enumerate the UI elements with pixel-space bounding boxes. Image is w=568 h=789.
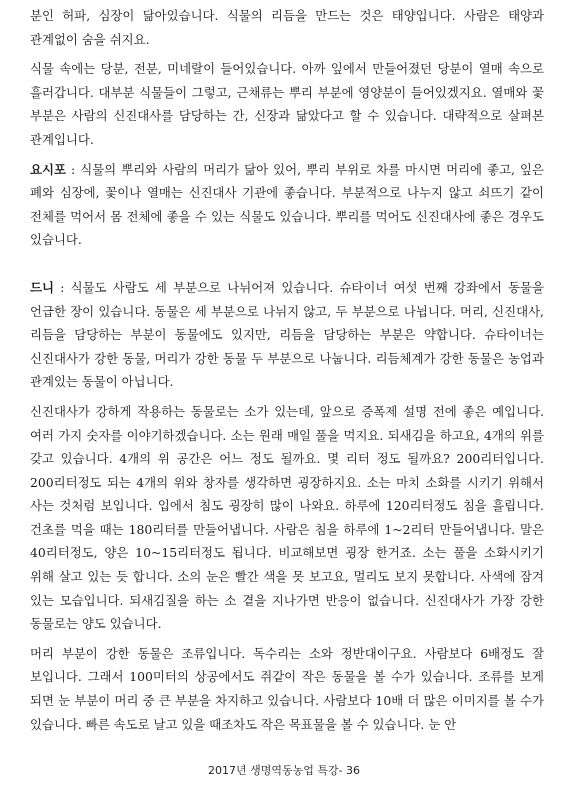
paragraph-4: [30, 276, 544, 394]
paragraph-1: [30, 4, 544, 51]
paragraph-text: 식물 속에는 당분, 전분, 미네랄이 들어있습니다. 아까 잎에서 만들어졌던 당분이 열매 속으로 흘러갑니다. 대부분 식물들이 그렇고, 근채류는 뿌리 부분에 영양분이 들어있겠지요. 열매와 꽃 부분은 사람의 신진대사를 담당하는 간, 신장과 닮았다고 할 수 있습니다. 대략적으로 살펴본 관계입니다.: [30, 61, 544, 147]
page-footer: 2017년 생명역동농업 특강- 36: [207, 764, 361, 777]
speaker-name: 요시포: [30, 161, 66, 177]
paragraph-6: [30, 642, 544, 736]
paragraph-2: [30, 57, 544, 151]
paragraph-text: : 식물도 사람도 세 부분으로 나뉘어져 있습니다. 슈타이너 여섯 번째 강좌에서 동물을 언급한 장이 있습니다. 동물은 세 부분으로 나뉘지 않고, 두 부분으로 나뉩니다. 머리, 신진대사, 리듬을 담당하는 부분이 동물에도 있지만, 리듬을 담당하는 부분은 약합니다. 슈타이너는 신진대사가 강한 동물, 머리가 강한 동물 두 부분으로 나눕니다. 리듬체계가 강한 동물은 농업과 관계있는 동물이 아닙니다.: [30, 279, 544, 390]
paragraph-gap: [30, 258, 544, 276]
paragraph-text: 신진대사가 강하게 작용하는 동물로는 소가 있는데, 앞으로 증폭제 설명 전에 좋은 예입니다. 여러 가지 숫자를 이야기하겠습니다. 소는 원래 매일 풀을 먹지요. 되새김을 하고요, 4개의 위를 갖고 있습니다. 4개의 위 공간은 어느 정도 될까요. 몇 리터 정도 될까요? 200리터입니다. 200리터정도 되는 4개의 위와 창자를 생각하면 굉장하지요. 소는 마치 소화를 시키기 위해서 사는 것처럼 보입니다. 입에서 침도 굉장히 많이 나와요. 하루에 120리터정도 침을 흘립니다. 건초를 먹을 때는 180리터를 만들어냅니다. 사람은 침을 하루에 1~2리터 만들어냅니다. 말은 40리터정도, 양은 10~15리터정도 됩니다. 비교해보면 굉장 한거죠. 소는 풀을 소화시키기 위해 살고 있는 듯 합니다. 소의 눈은 빨간 색을 못 보고요, 멀리도 보지 못합니다. 사색에 잠겨 있는 모습입니다. 되새김질을 하는 소 곁을 지나가면 반응이 없습니다. 신진대사가 가장 강한 동물로는 양도 있습니다.: [30, 403, 544, 632]
paragraph-text: 머리 부분이 강한 동물은 조류입니다. 독수리는 소와 정반대이구요. 사람보다 6배정도 잘 보입니다. 그래서 100미터의 상공에서도 쥐같이 작은 동물을 볼 수가 있습니다. 조류를 보게 되면 눈 부분이 머리 중 큰 부분을 차지하고 있습니다. 사람보다 10배 더 많은 이미지를 볼 수가 있습니다. 빠른 속도로 날고 있을 때조차도 작은 목표물을 볼 수 있습니다. 눈 안: [30, 645, 544, 732]
paragraph-text: : 식물의 뿌리와 사람의 머리가 닮아 있어, 뿌리 부위로 차를 마시면 머리에 좋고, 잎은 폐와 심장에, 꽃이나 열매는 신진대사 기관에 좋습니다. 부분적으로 나누지 않고 쇠뜨기 같이 전체를 먹어서 몸 전체에 좋을 수 있는 식물도 있습니다. 뿌리를 먹어도 신진대사에 좋은 경우도 있습니다.: [30, 161, 544, 248]
paragraph-text: 분인 허파, 심장이 닮아있습니다. 식물의 리듬을 만드는 것은 태양입니다. 사람은 태양과 관계없이 숨을 쉬지요.: [30, 8, 544, 47]
paragraph-5: [30, 400, 544, 636]
speaker-name: 드니: [30, 279, 54, 295]
page-body: [30, 4, 544, 742]
paragraph-3: [30, 158, 544, 252]
